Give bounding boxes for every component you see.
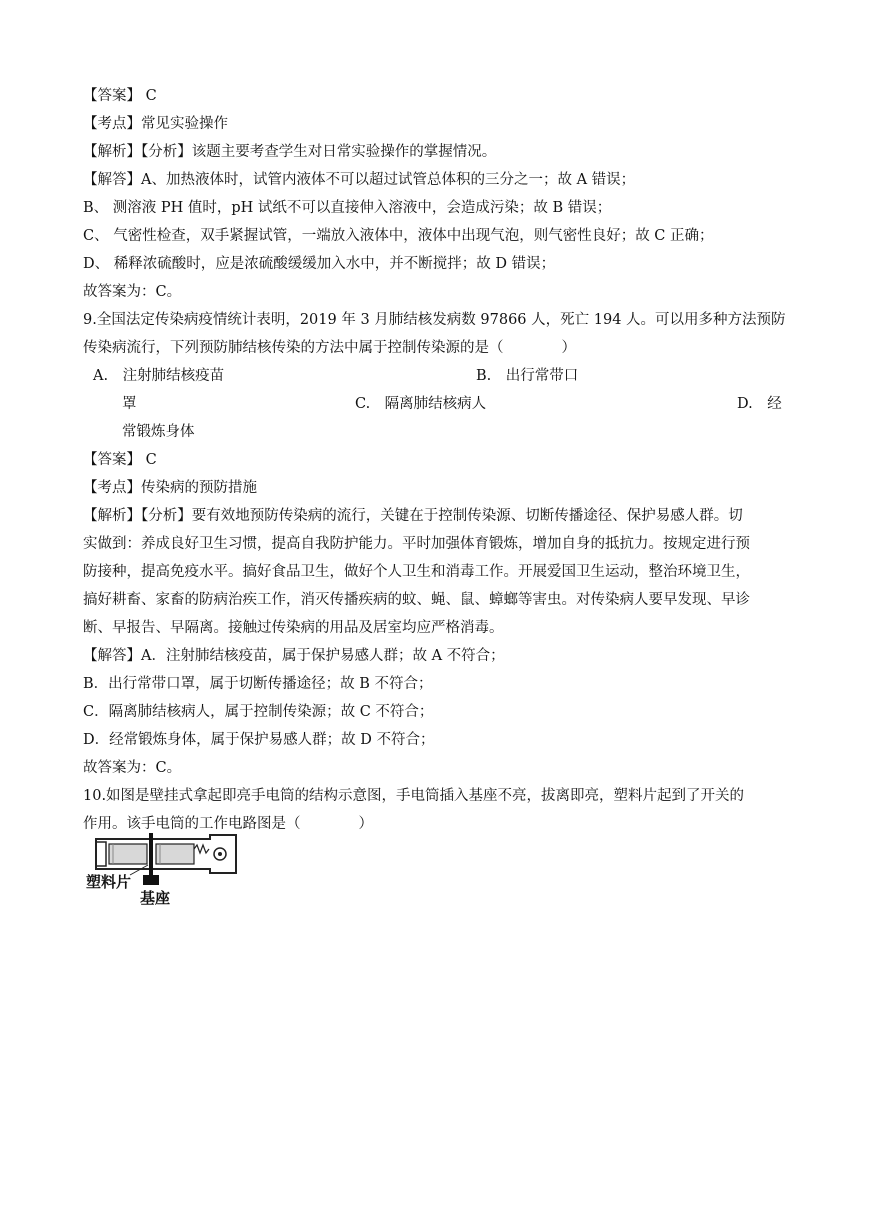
q9-option-c: C. 隔离肺结核病人 <box>355 396 487 412</box>
q9-option-a: A. 注射肺结核疫苗 <box>93 368 225 384</box>
answer-tag: 【答案】 <box>83 88 141 104</box>
q8-answer-line <box>83 86 157 106</box>
q9-option-b: B. 出行常带口 <box>476 368 579 384</box>
answer-value: C <box>145 88 157 104</box>
q8-solution-d: D、 稀释浓硫酸时，应是浓硫酸缓缓加入水中，并不断搅拌；故 D 错误； <box>83 256 556 272</box>
q9-analysis-line3: 防接种，提高免疫水平。搞好食品卫生，做好个人卫生和消毒工作。开展爱国卫生运动，整治环境卫生， <box>83 564 750 580</box>
solution-tag: 【解答】 <box>83 648 141 664</box>
q9-answer-line <box>83 450 157 470</box>
q9-topic-line <box>83 478 257 498</box>
q9-analysis-line4: 搞好耕畜、家畜的防病治疾工作，消灭传播疾病的蚊、蝇、鼠、蟑螂等害虫。对传染病人要早发现、早诊 <box>83 592 750 608</box>
topic-value: 常见实验操作 <box>141 116 228 132</box>
end-cap <box>96 842 106 866</box>
q9-solution-b: B．出行常带口罩，属于切断传播途径；故 B 不符合； <box>83 676 433 692</box>
q9-analysis-line5: 断、早报告、早隔离。接触过传染病的用品及居室均应严格消毒。 <box>83 620 504 636</box>
spring-contact <box>194 845 209 853</box>
flashlight-figure <box>82 829 242 909</box>
q9-conclusion: 故答案为：C。 <box>83 760 182 776</box>
q9-solution-d: D．经常锻炼身体，属于保护易感人群；故 D 不符合； <box>83 732 435 748</box>
topic-tag: 【考点】 <box>83 116 141 132</box>
analysis-tag: 【解析】【分析】 <box>83 508 192 524</box>
solution-a-text: A、加热液体时，试管内液体不可以超过试管总体积的三分之一；故 A 错误； <box>141 172 636 188</box>
q9-option-d-cont: 常锻炼身体 <box>122 424 195 440</box>
q9-analysis-line2: 实做到：养成良好卫生习惯，提高自我防护能力。平时加强体育锻炼，增加自身的抵抗力。按规定进行预 <box>83 536 750 552</box>
battery-1 <box>109 844 147 864</box>
solution-tag: 【解答】 <box>83 172 141 188</box>
q8-solution-a <box>83 170 635 190</box>
q8-solution-b: B、 测溶液 PH 值时，pH 试纸不可以直接伸入溶液中，会造成污染；故 B 错误； <box>83 200 612 216</box>
q8-analysis-line <box>83 142 496 162</box>
q9-solution-a <box>83 646 505 666</box>
battery-2 <box>156 844 194 864</box>
q8-solution-c: C、 气密性检查，双手紧握试管，一端放入液体中，液体中出现气泡，则气密性良好；故 C 正确； <box>83 228 714 244</box>
base-stand <box>143 875 159 885</box>
analysis-text: 要有效地预防传染病的流行，关键在于控制传染源、切断传播途径、保护易感人群。切 <box>191 508 743 524</box>
q9-solution-c: C．隔离肺结核病人，属于控制传染源；故 C 不符合； <box>83 704 434 720</box>
plastic-sheet-label: 塑料片 <box>86 873 132 891</box>
plastic-sheet <box>149 833 153 877</box>
topic-value: 传染病的预防措施 <box>141 480 257 496</box>
answer-tag: 【答案】 <box>83 452 141 468</box>
q10-stem-line2: 作用。该手电筒的工作电路图是（ ） <box>83 816 373 832</box>
q8-topic-line <box>83 114 228 134</box>
q9-stem-line2: 传染病流行，下列预防肺结核传染的方法中属于控制传染源的是（ ） <box>83 340 576 356</box>
q8-conclusion: 故答案为：C。 <box>83 284 182 300</box>
answer-value: C <box>145 452 157 468</box>
solution-a-text: A．注射肺结核疫苗，属于保护易感人群；故 A 不符合； <box>141 648 505 664</box>
q9-analysis-line1 <box>83 506 743 526</box>
analysis-tag: 【解析】【分析】 <box>83 144 192 160</box>
q9-stem-line1: 9.全国法定传染病疫情统计表明，2019 年 3 月肺结核发病数 97866 人，死亡 194 人。可以用多种方法预防 <box>83 312 786 328</box>
q9-option-d: D. 经 <box>737 396 782 412</box>
base-label: 基座 <box>140 889 171 907</box>
topic-tag: 【考点】 <box>83 480 141 496</box>
q9-option-b-cont: 罩 <box>122 396 137 412</box>
analysis-text: 该题主要考查学生对日常实验操作的掌握情况。 <box>191 144 497 160</box>
q10-stem-line1: 10.如图是壁挂式拿起即亮手电筒的结构示意图，手电筒插入基座不亮，拔离即亮，塑料片起到了开关的 <box>83 788 745 804</box>
